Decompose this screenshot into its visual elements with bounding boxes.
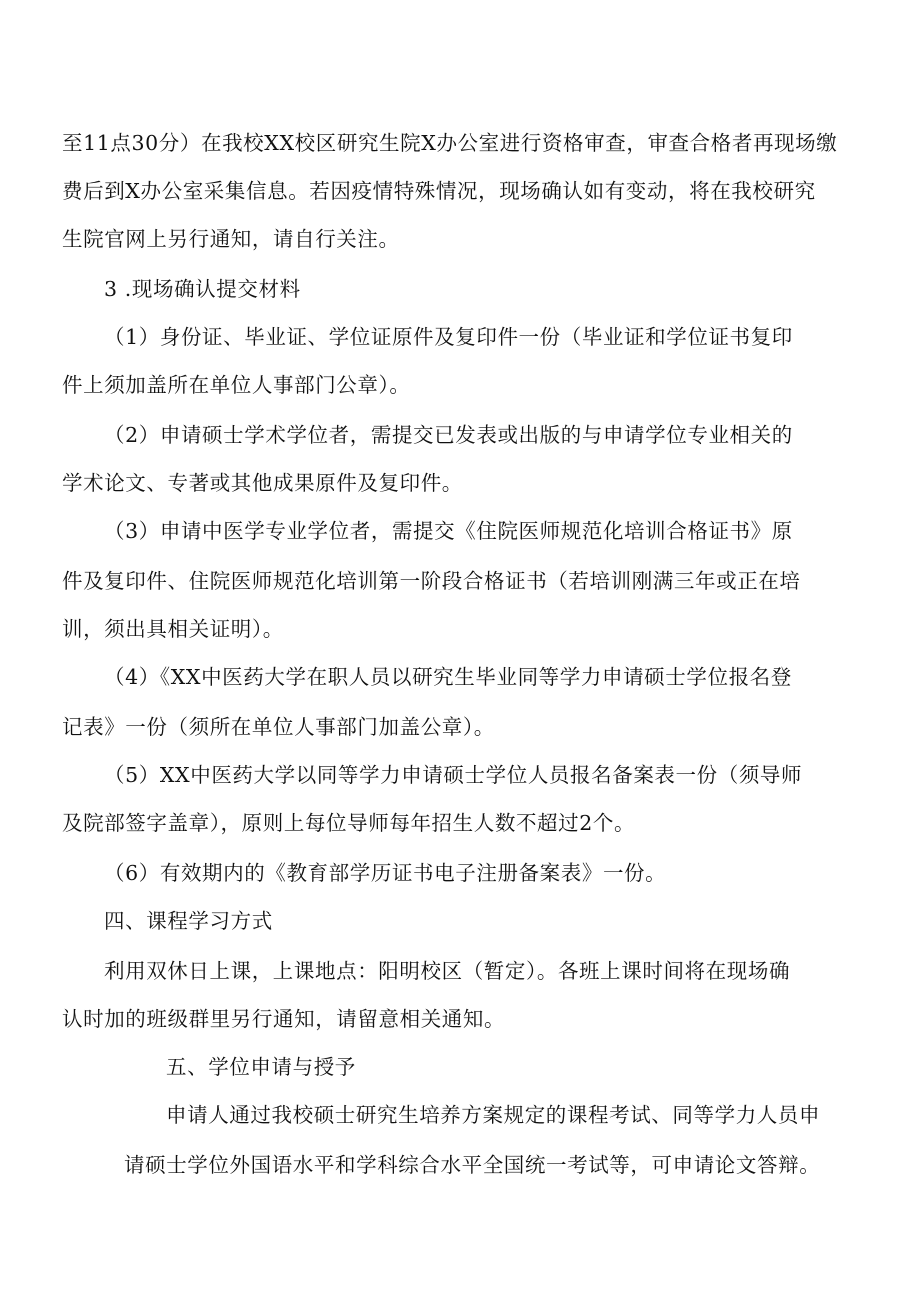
section-heading: 五、学位申请与授予 (166, 1055, 356, 1079)
paragraph-line: （4）《XX中医药大学在职人员以研究生毕业同等学力申请硕士学位报名登 (104, 665, 792, 689)
paragraph-line: （5）XX中医药大学以同等学力申请硕士学位人员报名备案表一份（须导师 (104, 763, 803, 787)
paragraph-line: 学术论文、专著或其他成果原件及复印件。 (62, 471, 463, 495)
section-heading: 3 .现场确认提交材料 (104, 277, 301, 301)
paragraph-line: （3）申请中医学专业学位者，需提交《住院医师规范化培训合格证书》原 (104, 519, 793, 543)
paragraph-line: 请硕士学位外国语水平和学科综合水平全国统一考试等，可申请论文答辩。 (124, 1153, 821, 1177)
section-heading: 四、课程学习方式 (104, 909, 273, 933)
paragraph-line: 件及复印件、住院医师规范化培训第一阶段合格证书（若培训刚满三年或正在培 (62, 569, 801, 593)
paragraph-line: 训，须出具相关证明）。 (62, 617, 284, 641)
paragraph-line: （6）有效期内的《教育部学历证书电子注册备案表》一份。 (104, 861, 667, 885)
paragraph-line: 生院官网上另行通知，请自行关注。 (62, 227, 400, 251)
paragraph-line: （1）身份证、毕业证、学位证原件及复印件一份（毕业证和学位证书复印 (104, 325, 793, 349)
paragraph-line: 申请人通过我校硕士研究生培养方案规定的课程考试、同等学力人员申 (166, 1103, 821, 1127)
paragraph-line: 认时加的班级群里另行通知，请留意相关通知。 (62, 1007, 506, 1031)
paragraph-line: 利用双休日上课，上课地点：阳明校区（暂定）。各班上课时间将在现场确 (104, 959, 791, 983)
paragraph-line: 记表》一份（须所在单位人事部门加盖公章）。 (62, 715, 495, 739)
paragraph-line: 及院部签字盖章），原则上每位导师每年招生人数不超过2个。 (62, 811, 636, 835)
paragraph-line: （2）申请硕士学术学位者，需提交已发表或出版的与申请学位专业相关的 (104, 423, 793, 447)
paragraph-line: 费后到X办公室采集信息。若因疫情特殊情况，现场确认如有变动，将在我校研究 (62, 179, 816, 203)
paragraph-line: 件上须加盖所在单位人事部门公章）。 (62, 373, 411, 397)
paragraph-line: 至11点30分）在我校XX校区研究生院X办公室进行资格审查，审查合格者再现场缴 (62, 131, 838, 155)
